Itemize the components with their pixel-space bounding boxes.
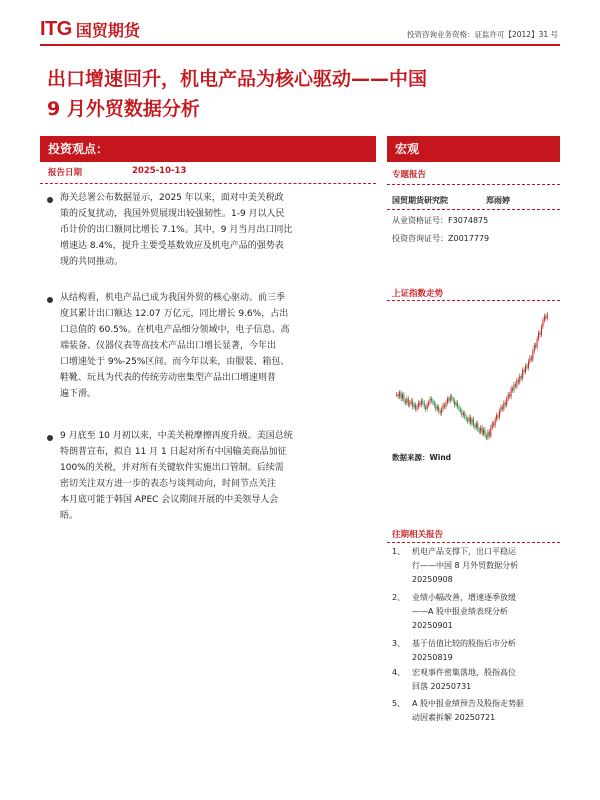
paragraph-line: 口总值的 60.5%。在机电产品细分领域中，电子信息、高	[60, 325, 290, 335]
candle-body	[463, 413, 464, 415]
candle-body	[474, 425, 475, 427]
candle-body	[408, 399, 409, 405]
macro-heading: 宏观	[387, 136, 560, 162]
report-date-label: 报告日期	[48, 168, 83, 178]
candle-body	[522, 370, 523, 378]
candle-body	[503, 403, 504, 409]
related-report-number: 1、	[392, 547, 406, 556]
candle-body	[396, 395, 397, 396]
candle-body	[443, 405, 444, 409]
candle-body	[422, 401, 423, 403]
candle-body	[508, 395, 509, 399]
candle-body	[485, 430, 486, 436]
candle-body	[492, 423, 493, 427]
candle-body	[477, 423, 478, 429]
paragraph-line: 鞋靴、玩具为代表的传统劳动密集型产品出口增速则普	[60, 373, 277, 383]
candle-body	[538, 333, 539, 339]
related-report-line: A 股中报业绩预告及股指走势驱	[412, 699, 525, 708]
candle-body	[461, 411, 462, 415]
related-report-line: 业绩小幅改善，增速逐季放缓	[412, 593, 516, 602]
candle-body	[542, 320, 543, 326]
candle-body	[480, 428, 481, 432]
candle-body	[531, 357, 532, 359]
related-report-line: 行——中国 8 月外贸数据分析	[412, 561, 519, 570]
paragraph-line: 本月底可能于韩国 APEC 会议期间开展的中美领导人会	[60, 495, 279, 505]
candle-body	[399, 392, 400, 396]
report-title-line2: 9 月外贸数据分析	[47, 98, 200, 120]
institute-name: 国贸期货研究院	[392, 196, 448, 205]
candle-body	[440, 411, 441, 413]
page-header	[0, 0, 600, 48]
candlestick-chart	[392, 302, 552, 450]
candle-body	[489, 432, 490, 436]
candle-body	[506, 399, 507, 405]
candle-body	[437, 407, 438, 409]
candle-body	[441, 409, 442, 413]
paragraph-line: 策的反复扰动，我国外贸展现出较强韧性。1-9 月以人民	[60, 209, 285, 219]
paragraph-line: 币计价的出口额同比增长 7.1%。其中，9 月当月出口同比	[60, 225, 293, 235]
candle-body	[445, 403, 446, 407]
candle-body	[483, 430, 484, 434]
candle-body	[490, 428, 491, 436]
candle-body	[544, 316, 545, 320]
paragraph-line: 从结构看，机电产品已成为我国外贸的核心驱动。前三季	[60, 293, 286, 303]
candle-body	[403, 395, 404, 401]
candle-body	[496, 415, 497, 419]
candle-body	[409, 403, 410, 405]
candle-body	[519, 376, 520, 382]
candle-body	[534, 345, 535, 351]
candle-body	[416, 407, 417, 409]
chart-divider	[387, 300, 560, 301]
paragraph-2	[60, 290, 370, 402]
candle-body	[511, 388, 512, 396]
candle-body	[432, 401, 433, 403]
related-report-line: 基于估值比较的股指后市分析	[412, 639, 516, 648]
candle-body	[540, 333, 541, 335]
candle-body	[412, 401, 413, 407]
report-title	[47, 64, 557, 124]
advisory-cert: 投资咨询证号：Z0017779	[392, 234, 490, 243]
related-report-line: 宏观事件密集落地，股指高位	[412, 668, 516, 677]
candle-body	[512, 388, 513, 390]
related-divider	[387, 542, 560, 543]
candle-body	[518, 380, 519, 382]
logo-chinese: 国贸期货	[75, 21, 140, 40]
logo-latin: ITG	[40, 18, 72, 40]
company-logo	[40, 18, 140, 41]
candle-body	[414, 405, 415, 407]
candle-body	[450, 397, 451, 401]
candle-body	[454, 401, 455, 405]
report-type-label: 专题报告	[392, 170, 427, 180]
candle-body	[470, 417, 471, 423]
candle-body	[447, 399, 448, 403]
candle-body	[411, 401, 412, 403]
related-report-line: 20250819	[412, 653, 453, 662]
candle-body	[421, 401, 422, 405]
related-report-number: 4、	[392, 668, 406, 677]
candle-body	[500, 407, 501, 411]
candle-body	[495, 419, 496, 425]
candle-body	[428, 403, 429, 405]
data-source: 数据来源：Wind	[392, 453, 452, 462]
analyst-divider	[387, 209, 560, 210]
candle-body	[453, 399, 454, 401]
report-date-value: 2025-10-13	[132, 166, 187, 176]
candle-body	[469, 417, 470, 421]
related-report-line: 20250908	[412, 575, 453, 584]
candle-body	[434, 403, 435, 405]
candle-body	[515, 384, 516, 386]
candle-body	[448, 399, 449, 401]
candle-body	[509, 395, 510, 397]
analyst-name: 郑雨婷	[486, 196, 510, 205]
candle-body	[528, 362, 529, 368]
date-divider	[40, 183, 376, 184]
bullet-icon	[47, 297, 53, 303]
paragraph-line: 增速达 8.4%，提升主要受基数效应及机电产品的强势表	[60, 241, 284, 251]
candle-body	[431, 399, 432, 401]
candle-body	[451, 397, 452, 399]
report-type-divider	[387, 184, 560, 185]
candle-body	[456, 403, 457, 405]
related-report-line: 机电产品支撑下，出口平稳运	[412, 547, 516, 556]
related-report-number: 5、	[392, 699, 406, 708]
candle-body	[547, 314, 548, 318]
paragraph-line: 密切关注双方进一步的表态与谈判动向，时间节点关注	[60, 479, 277, 489]
candle-body	[438, 407, 439, 411]
candle-body	[466, 417, 467, 419]
candle-body	[527, 366, 528, 368]
candle-body	[505, 403, 506, 405]
qualification-cert: 从业资格证号：F3074875	[392, 216, 489, 225]
candle-body	[402, 395, 403, 399]
index-chart	[392, 302, 552, 450]
candle-body	[471, 419, 472, 423]
candle-body	[513, 384, 514, 390]
paragraph-3	[60, 428, 370, 524]
license-text: 投资咨询业务资格：证监许可【2012】31 号	[406, 30, 558, 39]
candle-body	[521, 376, 522, 378]
bullet-icon	[47, 197, 53, 203]
candle-body	[524, 370, 525, 372]
candle-body	[424, 403, 425, 407]
paragraph-line: 晤。	[60, 511, 79, 521]
candle-body	[476, 423, 477, 427]
candle-body	[406, 399, 407, 403]
related-report-line: 动因素拆解 20250721	[412, 713, 496, 722]
candle-body	[525, 366, 526, 372]
investment-view-heading: 投资观点：	[40, 136, 376, 162]
candle-body	[435, 405, 436, 409]
candle-body	[493, 423, 494, 425]
candle-body	[486, 436, 487, 438]
candle-body	[460, 409, 461, 411]
candle-body	[418, 403, 419, 407]
candle-body	[479, 430, 480, 432]
candle-body	[458, 407, 459, 409]
candle-body	[401, 392, 402, 398]
candle-body	[482, 428, 483, 434]
chart-title: 上证指数走势	[392, 289, 444, 299]
candle-body	[535, 345, 536, 347]
related-report-line: 20250901	[412, 621, 453, 630]
candle-body	[545, 316, 546, 318]
paragraph-line: 特朗普宣布，拟自 11 月 1 日起对所有中国输美商品加征	[60, 447, 287, 457]
candle-body	[427, 405, 428, 409]
candle-body	[537, 339, 538, 347]
paragraph-line: 100%的关税，并对所有关键软件实施出口管制。后续需	[60, 463, 284, 473]
candle-body	[532, 351, 533, 359]
report-date-row	[40, 166, 376, 182]
paragraph-line: 口增速处于 9%-25%区间。而今年以来，由服装、箱包、	[60, 357, 290, 367]
candle-body	[498, 415, 499, 417]
related-report-line: ——A 股中报业绩表现分析	[412, 607, 509, 616]
candle-body	[516, 380, 517, 386]
paragraph-line: 海关总署公布数据显示，2025 年以来，面对中美关税政	[60, 193, 284, 203]
paragraph-line: 度其累计出口额达 12.07 万亿元，同比增长 9.6%，占出	[60, 309, 289, 319]
candle-body	[415, 405, 416, 409]
paragraph-1	[60, 190, 370, 270]
candle-body	[467, 419, 468, 421]
candle-body	[473, 419, 474, 425]
candle-body	[419, 403, 420, 405]
candle-body	[457, 403, 458, 407]
candle-body	[464, 413, 465, 417]
candle-body	[502, 407, 503, 409]
bullet-icon	[47, 435, 53, 441]
candle-body	[529, 357, 530, 361]
candle-body	[430, 399, 431, 403]
related-report-number: 3、	[392, 639, 406, 648]
candle-body	[541, 327, 542, 335]
candle-body	[398, 395, 399, 397]
candle-body	[487, 432, 488, 438]
paragraph-line: 遍下滑。	[60, 389, 97, 399]
related-report-line: 回落 20250731	[412, 682, 472, 691]
paragraph-line: 9 月底至 10 月初以来，中美关税摩擦再度升级。美国总统	[60, 431, 293, 441]
candle-body	[444, 405, 445, 407]
related-reports-title: 往期相关报告	[392, 530, 444, 540]
candle-body	[499, 411, 500, 417]
related-report-number: 2、	[392, 593, 406, 602]
header-divider	[40, 44, 560, 46]
candle-body	[405, 401, 406, 403]
candle-body	[425, 407, 426, 409]
paragraph-line: 现的共同推动。	[60, 257, 124, 267]
paragraph-line: 端装备、仪器仪表等高技术产品出口增长显著，今年出	[60, 341, 277, 351]
report-title-line1: 出口增速回升，机电产品为核心驱动——中国	[47, 68, 428, 90]
